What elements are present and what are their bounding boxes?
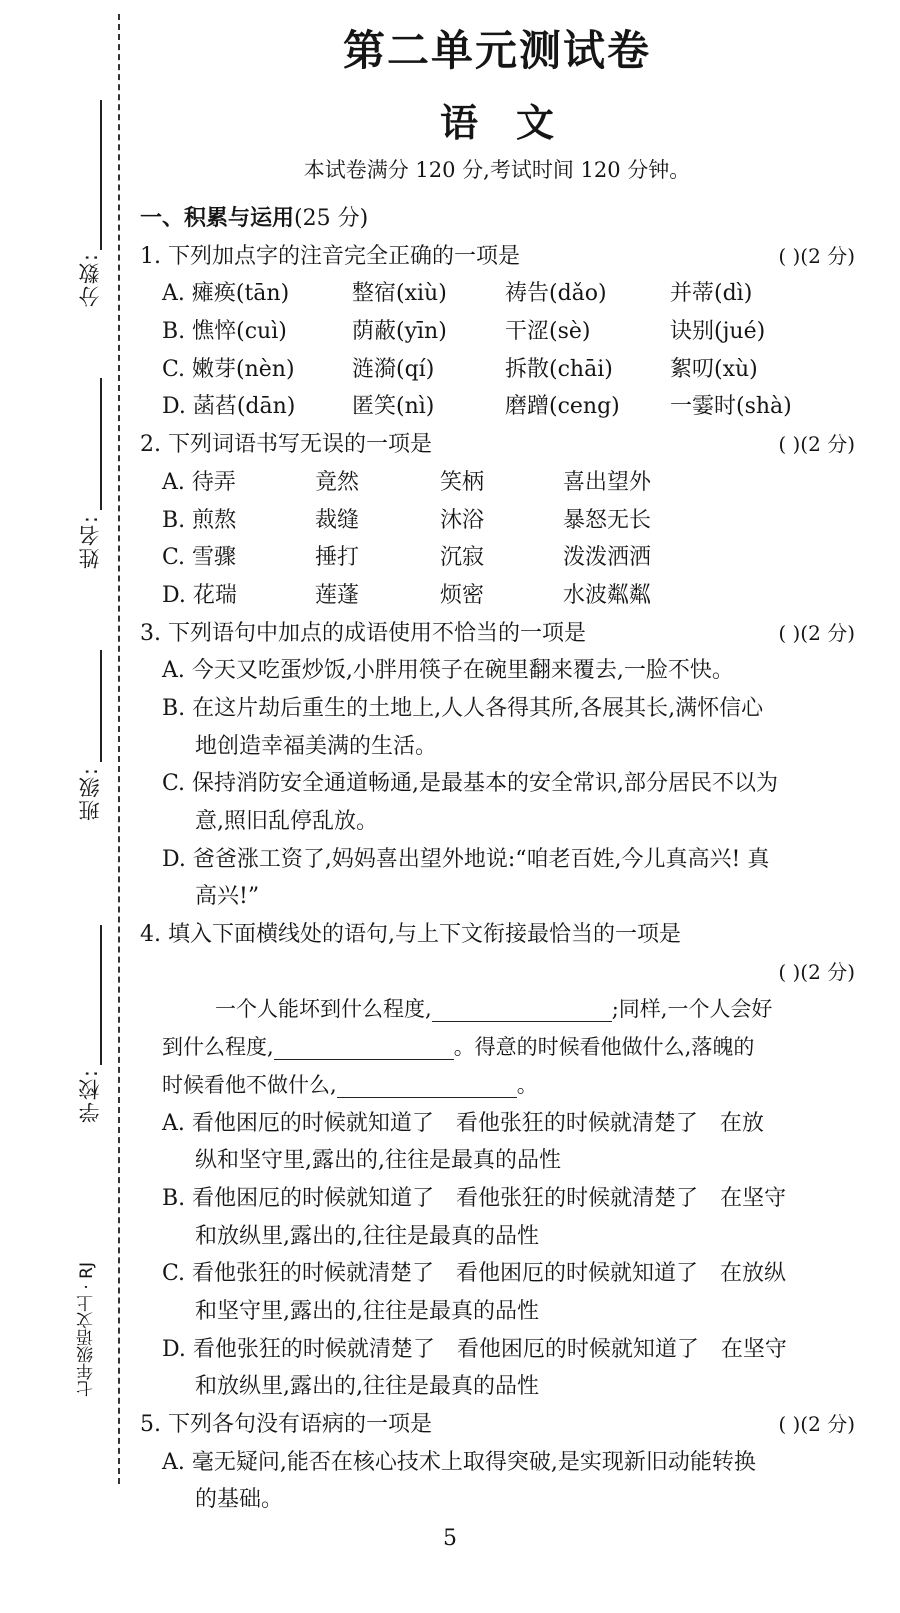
class-field[interactable] — [100, 650, 102, 762]
option-a[interactable]: A. 看他困厄的时候就知道了 看他张狂的时候就清楚了 在放 — [162, 1110, 764, 1136]
passage-line-3: 时候看他不做什么, 。 — [162, 1072, 538, 1097]
question-stem: 3. 下列语句中加点的成语使用不恰当的一项是 — [140, 620, 586, 646]
option-b[interactable]: B. 看他困厄的时候就知道了 看他张狂的时候就清楚了 在坚守 — [162, 1185, 787, 1211]
question-4 — [140, 916, 855, 954]
option-b[interactable]: B. 煎熬 裁缝 沐浴 暴怒无长 — [162, 507, 652, 533]
question-stem: 4. 填入下面横线处的语句,与上下文衔接最恰当的一项是 — [140, 922, 681, 948]
question-3 — [140, 615, 855, 653]
answer-bracket[interactable]: ( )(2 分) — [778, 243, 855, 268]
passage-line-2: 到什么程度, 。得意的时候看他做什么,落魄的 — [162, 1035, 755, 1060]
option-c[interactable]: C. 雪骤 捶打 沉寂 泼泼洒洒 — [162, 545, 652, 571]
option-d[interactable]: D. 爸爸涨工资了,妈妈喜出望外地说:“咱老百姓,今儿真高兴! 真 — [162, 846, 770, 872]
question-stem: 5. 下列各句没有语病的一项是 — [140, 1412, 432, 1437]
option-a[interactable]: A. 毫无疑问,能否在核心技术上取得突破,是实现新旧动能转换 — [162, 1449, 756, 1475]
answer-bracket[interactable]: ( )(2 分) — [778, 1412, 855, 1436]
option-d-continued: 高兴!” — [195, 884, 260, 910]
option-a-continued: 纵和坚守里,露出的,往往是最真的品性 — [195, 1148, 561, 1174]
option-c-continued: 和坚守里,露出的,往往是最真的品性 — [195, 1298, 539, 1324]
option-b[interactable]: B. 在这片劫后重生的土地上,人人各得其所,各展其长,满怀信心 — [162, 695, 764, 721]
page-number: 5 — [443, 1526, 457, 1551]
answer-bracket[interactable]: ( )(2 分) — [778, 959, 855, 984]
option-b-continued: 地创造幸福美满的生活。 — [195, 733, 438, 759]
score-field[interactable] — [100, 100, 102, 250]
school-field[interactable] — [100, 925, 102, 1065]
option-c[interactable]: C. 嫩芽(nèn) 涟漪(qí) 拆散(chāi) 絮叨(xù) — [162, 356, 758, 382]
question-5 — [140, 1406, 855, 1444]
score-label: 分数: — [78, 252, 102, 308]
passage-line-1: 一个人能坏到什么程度, ;同样,一个人会好 — [215, 997, 773, 1022]
page-title: 第二单元测试卷 — [342, 26, 651, 75]
binding-dashed-line — [118, 14, 120, 1484]
option-a[interactable]: A. 待弄 竟然 笑柄 喜出望外 — [162, 469, 652, 495]
grade-footer: 七年级语文上 · RJ — [77, 1262, 97, 1398]
fill-blank-2[interactable] — [274, 1037, 454, 1060]
option-d[interactable]: D. 菡萏(dān) 匿笑(nì) 磨蹭(ceng) 一霎时(shà) — [162, 394, 792, 420]
option-b-continued: 和放纵里,露出的,往往是最真的品性 — [195, 1223, 539, 1249]
option-c-continued: 意,照旧乱停乱放。 — [195, 809, 378, 834]
option-a[interactable]: A. 瘫痪(tān) 整宿(xiù) 祷告(dǎo) 并蒂(dì) — [162, 281, 753, 307]
name-field[interactable] — [100, 378, 102, 510]
question-1 — [140, 238, 855, 276]
answer-bracket[interactable]: ( )(2 分) — [778, 620, 855, 645]
question-stem: 1. 下列加点字的注音完全正确的一项是 — [140, 243, 520, 269]
answer-bracket[interactable]: ( )(2 分) — [778, 432, 855, 457]
school-label: 学校: — [78, 1068, 102, 1124]
class-label: 班级: — [78, 766, 102, 822]
option-d[interactable]: D. 看他张狂的时候就清楚了 看他困厄的时候就知道了 在坚守 — [162, 1336, 787, 1362]
subject-title: 语文 — [439, 100, 592, 145]
option-c[interactable]: C. 保持消防安全通道畅通,是最基本的安全常识,部分居民不以为 — [162, 771, 779, 797]
option-b[interactable]: B. 憔悴(cuì) 荫蔽(yīn) 干涩(sè) 诀别(jué) — [162, 319, 766, 345]
question-2 — [140, 426, 855, 464]
section-heading: 一、积累与运用(25 分) — [140, 205, 369, 231]
option-d[interactable]: D. 花瑞 莲蓬 烦密 水波粼粼 — [162, 582, 652, 608]
question-stem: 2. 下列词语书写无误的一项是 — [140, 432, 432, 458]
fill-blank-1[interactable] — [432, 999, 612, 1022]
option-a-continued: 的基础。 — [195, 1487, 284, 1513]
option-c[interactable]: C. 看他张狂的时候就清楚了 看他困厄的时候就知道了 在放纵 — [162, 1261, 787, 1287]
question-4-bracket-line — [140, 954, 855, 992]
option-a[interactable]: A. 今天又吃蛋炒饭,小胖用筷子在碗里翻来覆去,一脸不快。 — [162, 658, 734, 684]
fill-blank-3[interactable] — [337, 1075, 517, 1098]
exam-note: 本试卷满分 120 分,考试时间 120 分钟。 — [303, 158, 691, 182]
option-d-continued: 和放纵里,露出的,往往是最真的品性 — [195, 1374, 539, 1400]
exam-content — [140, 200, 855, 1519]
name-label: 姓名: — [78, 514, 102, 570]
